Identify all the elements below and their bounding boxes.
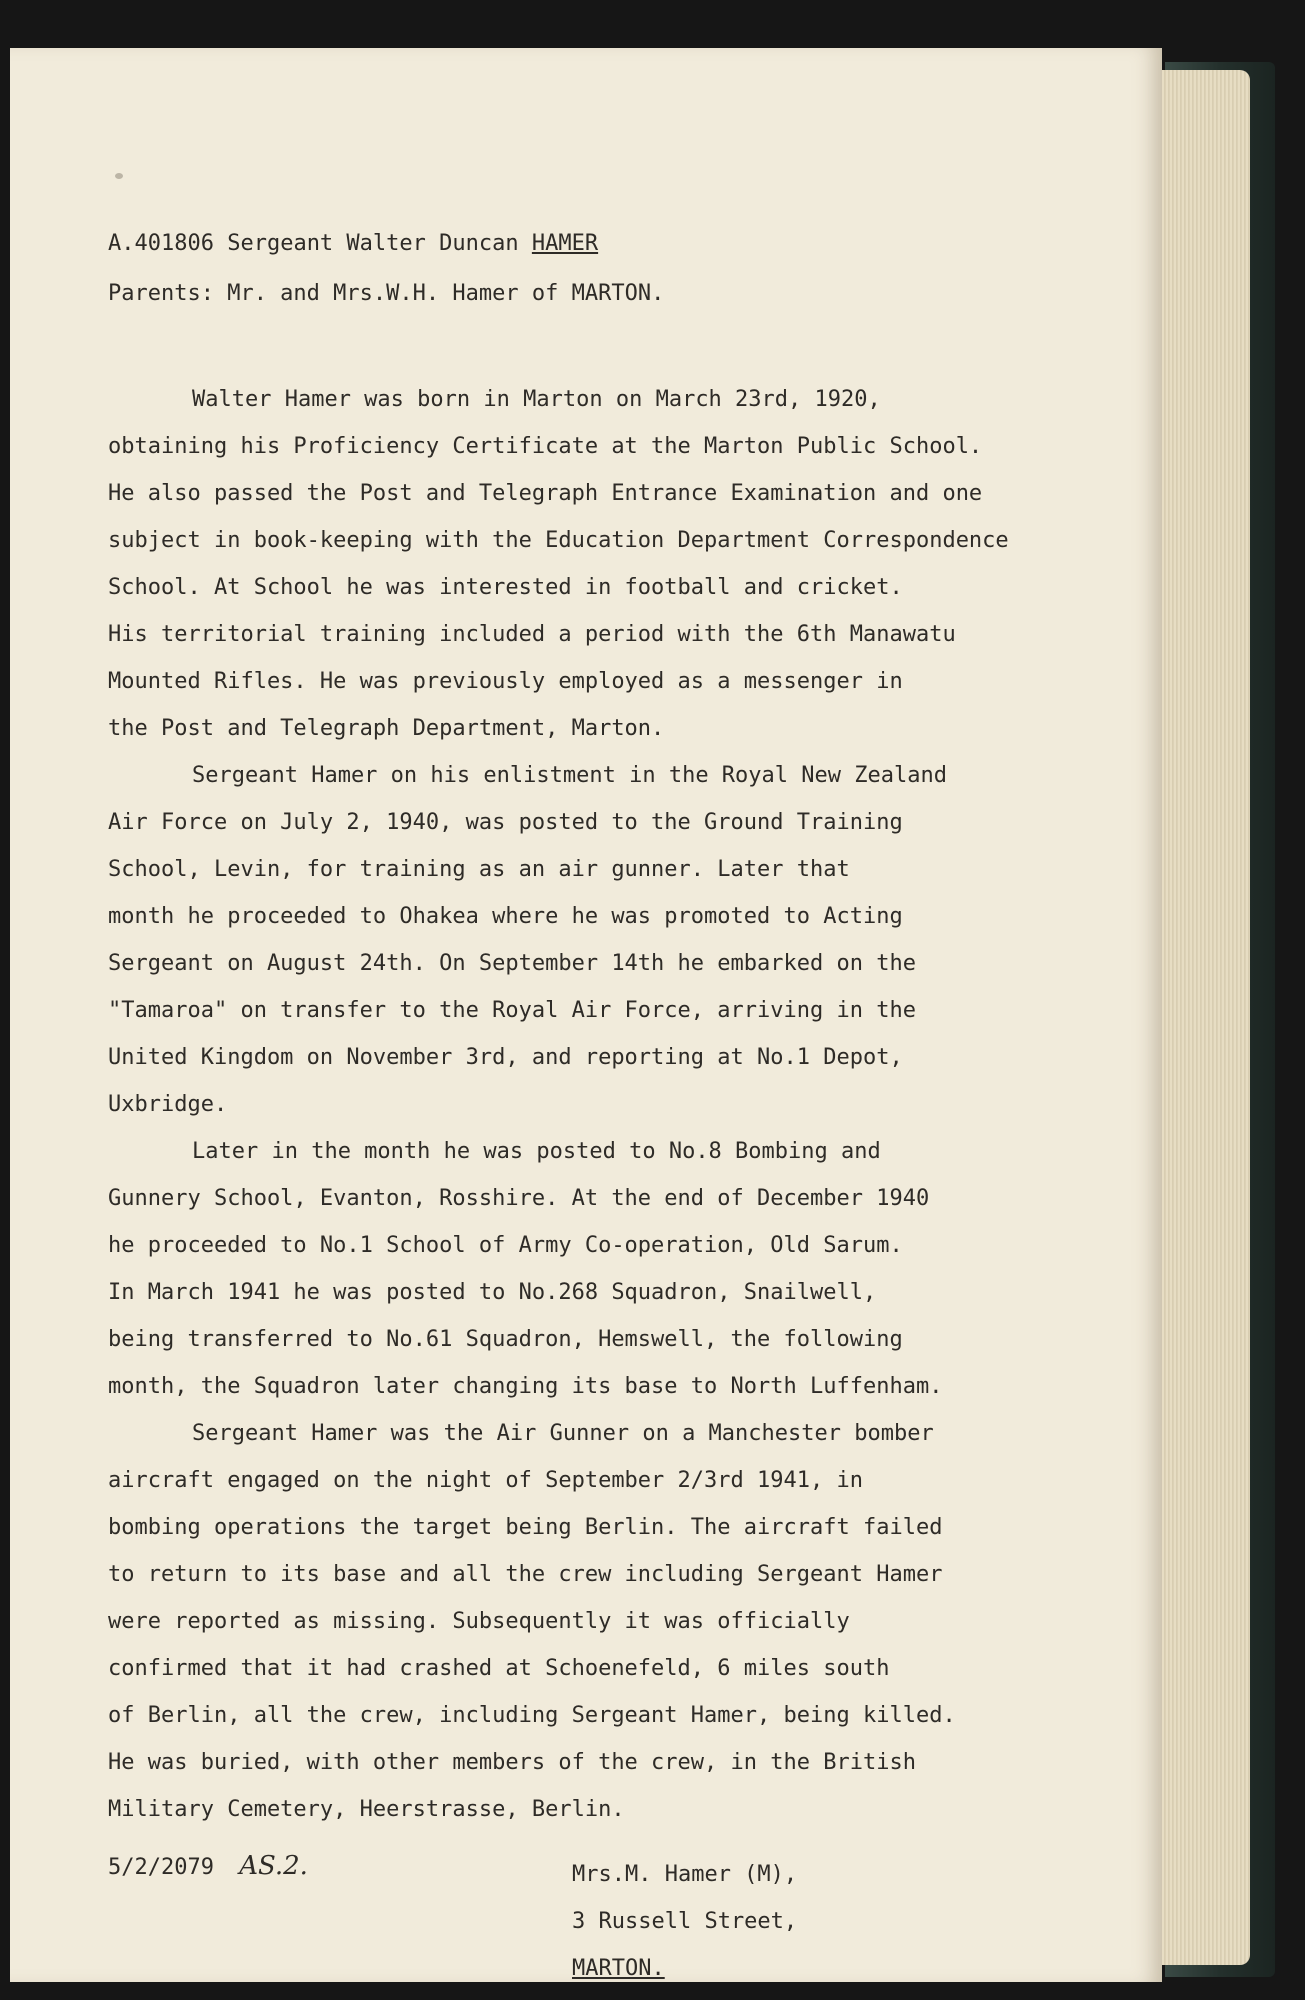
body-line: Later in the month he was posted to No.8 Bombing and [192,1139,881,1164]
body-line: His territorial training included a period with the 6th Manawatu [108,622,956,647]
service-number: A.401806 [108,231,214,256]
file-ref-number: 5/2/2079 [108,1855,214,1880]
handwritten-initials: AS.2. [239,1851,308,1881]
body-line: Mounted Rifles. He was previously employed as a messenger in [108,669,903,694]
page-edges [1150,70,1250,1965]
surname: HAMER [531,231,599,256]
body-line: he proceeded to No.1 School of Army Co-operation, Old Sarum. [108,1233,903,1258]
biography-body [108,376,1088,1833]
body-line: aircraft engaged on the night of September 2/3rd 1941, in [108,1468,863,1493]
address-line: MARTON. [572,1956,665,1981]
body-line: Uxbridge. [108,1092,228,1117]
rank-and-name: Sergeant Walter Duncan [227,231,519,256]
body-line: He also passed the Post and Telegraph Entrance Examination and one [108,481,983,506]
address-line: 3 Russell Street, [572,1909,798,1934]
body-line: the Post and Telegraph Department, Marton. [108,716,665,741]
body-line: obtaining his Proficiency Certificate at the Marton Public School. [108,434,983,459]
parents-text: Parents: Mr. and Mrs.W.H. Hamer of [108,281,559,306]
body-line: confirmed that it had crashed at Schoenefeld, 6 miles south [108,1656,890,1681]
record-heading [108,231,598,256]
body-line: month, the Squadron later changing its base to North Luffenham. [108,1374,943,1399]
body-line: In March 1941 he was posted to No.268 Squadron, Snailwell, [108,1280,877,1305]
body-line: month he proceeded to Ohakea where he was promoted to Acting [108,904,903,929]
body-line: Walter Hamer was born in Marton on March 23rd, 1920, [192,387,881,412]
body-line: bombing operations the target being Berlin. The aircraft failed [108,1515,943,1540]
body-line: were reported as missing. Subsequently it was officially [108,1609,850,1634]
address-line: Mrs.M. Hamer (M), [572,1862,798,1887]
parents-line [108,281,664,306]
next-of-kin-address [572,1851,797,1992]
parents-place: MARTON. [571,281,665,306]
body-line: Air Force on July 2, 1940, was posted to the Ground Training [108,810,903,835]
file-reference [108,1851,308,1881]
body-line: Military Cemetery, Heerstrasse, Berlin. [108,1797,625,1822]
body-line: of Berlin, all the crew, including Sergeant Hamer, being killed. [108,1703,956,1728]
body-line: School, Levin, for training as an air gunner. Later that [108,857,850,882]
body-line: "Tamaroa" on transfer to the Royal Air Force, arriving in the [108,998,916,1023]
body-line: Sergeant on August 24th. On September 14th he embarked on the [108,951,916,976]
body-line: Sergeant Hamer was the Air Gunner on a Manchester bomber [192,1421,934,1446]
body-line: He was buried, with other members of the crew, in the British [108,1750,916,1775]
body-line: being transferred to No.61 Squadron, Hemswell, the following [108,1327,903,1352]
body-line: Sergeant Hamer on his enlistment in the Royal New Zealand [192,763,947,788]
body-line: United Kingdom on November 3rd, and reporting at No.1 Depot, [108,1045,903,1070]
document-page [10,48,1162,1982]
body-line: Gunnery School, Evanton, Rosshire. At the end of December 1940 [108,1186,930,1211]
ink-smudge [115,173,123,179]
body-line: subject in book-keeping with the Education Department Correspondence [108,528,1009,553]
body-line: to return to its base and all the crew including Sergeant Hamer [108,1562,943,1587]
body-line: School. At School he was interested in football and cricket. [108,575,903,600]
